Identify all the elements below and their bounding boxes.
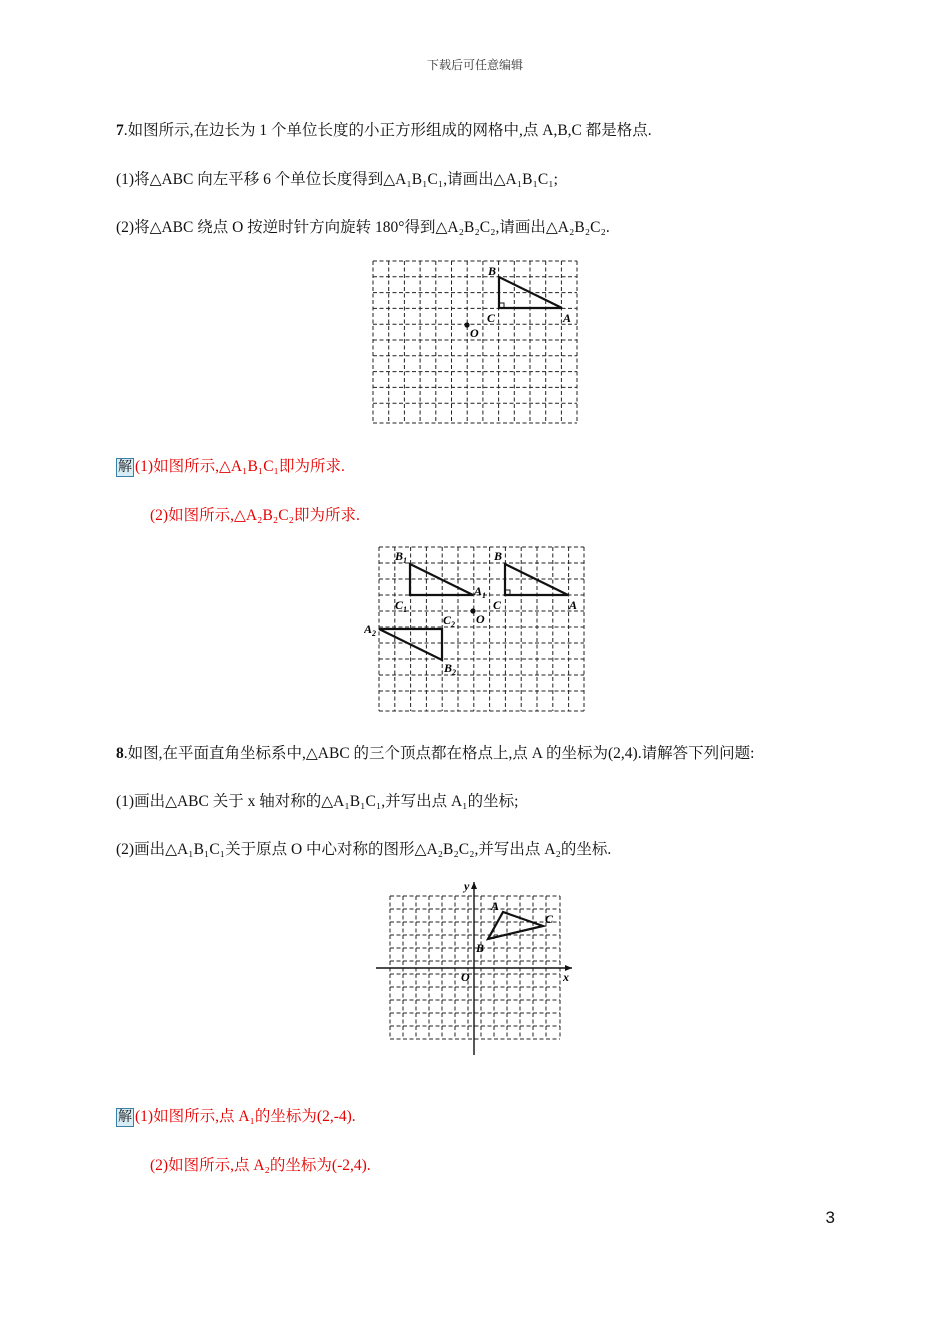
q7-label-b2: $B_2$ bbox=[444, 661, 457, 677]
q7-label-a: A bbox=[563, 311, 572, 325]
page-header: 下载后可任意编辑 bbox=[426, 58, 523, 72]
q8-label-b: B bbox=[476, 941, 485, 955]
q8-answer2: (2)如图所示,点 A₂的坐标为(-2,4). bbox=[150, 1157, 371, 1174]
q7-label-c: C bbox=[487, 311, 496, 325]
q7-stem-text: .如图所示,在边长为 1 个单位长度的小正方形组成的网格中,点 A,B,C 都是格点. bbox=[123, 122, 652, 139]
q7-part2: (2)将△ABC 绕点 O 按逆时针方向旋转 180°得到△A₂B₂C₂,请画出△A₂B₂C₂. bbox=[116, 219, 610, 236]
q8-stem-text: .如图,在平面直角坐标系中,△ABC 的三个顶点都在格点上,点 A 的坐标为(2,4).请解答下列问题: bbox=[123, 745, 755, 762]
q7-label-b1: $B_1$ bbox=[395, 549, 408, 565]
q8-label-c: C bbox=[545, 912, 554, 926]
q7-answer-figure bbox=[364, 543, 589, 716]
q7-label-a2: $A_2$ bbox=[364, 622, 377, 638]
q7-answer2: (2)如图所示,△A₂B₂C₂即为所求. bbox=[150, 507, 360, 524]
q8-answer1-text: (1)如图所示,点 A₁的坐标为(2,-4). bbox=[135, 1108, 356, 1125]
q7-label-o: O bbox=[470, 326, 479, 340]
q8-label-o: O bbox=[461, 970, 470, 984]
q8-part1: (1)画出△ABC 关于 x 轴对称的△A₁B₁C₁,并写出点 A₁的坐标; bbox=[116, 793, 519, 810]
solution-badge: 解 bbox=[118, 460, 132, 475]
q7-answer1-text: (1)如图所示,△A₁B₁C₁即为所求. bbox=[135, 458, 345, 475]
q7-figure bbox=[370, 258, 580, 428]
q8-number: 8 bbox=[116, 745, 124, 762]
q7-answer-point-o bbox=[470, 608, 475, 613]
q8-part2: (2)画出△A₁B₁C₁关于原点 O 中心对称的图形△A₂B₂C₂,并写出点 A₂的坐标. bbox=[116, 841, 612, 858]
q7-label-c2: $C_2$ bbox=[443, 613, 456, 629]
q8-y-axis-arrow bbox=[471, 882, 477, 889]
q7-answer-label-c: C bbox=[493, 598, 502, 612]
q7-label-a1: $A_1$ bbox=[474, 584, 487, 600]
q7-answer-label-o: O bbox=[476, 612, 485, 626]
page-number: 3 bbox=[825, 1208, 835, 1227]
q7-number: 7 bbox=[116, 122, 124, 139]
q8-answer1 bbox=[116, 1107, 356, 1127]
q8-label-a: A bbox=[491, 899, 500, 913]
q8-label-y: y bbox=[464, 880, 470, 893]
q8-figure bbox=[376, 880, 576, 1058]
q8-stem bbox=[116, 744, 754, 764]
q7-part1: (1)将△ABC 向左平移 6 个单位长度得到△A₁B₁C₁,请画出△A₁B₁C₁; bbox=[116, 171, 558, 188]
q7-answer-label-b: B bbox=[494, 549, 503, 563]
q7-answer1 bbox=[116, 457, 345, 477]
q7-label-b: B bbox=[488, 264, 497, 278]
q7-grid bbox=[373, 261, 577, 423]
q7-stem bbox=[116, 121, 652, 141]
q7-label-c1: $C_1$ bbox=[395, 598, 408, 614]
q7-answer-label-a: A bbox=[569, 598, 578, 612]
solution-badge: 解 bbox=[118, 1110, 132, 1125]
q7-point-o bbox=[464, 322, 469, 327]
q8-label-x: x bbox=[563, 970, 569, 984]
